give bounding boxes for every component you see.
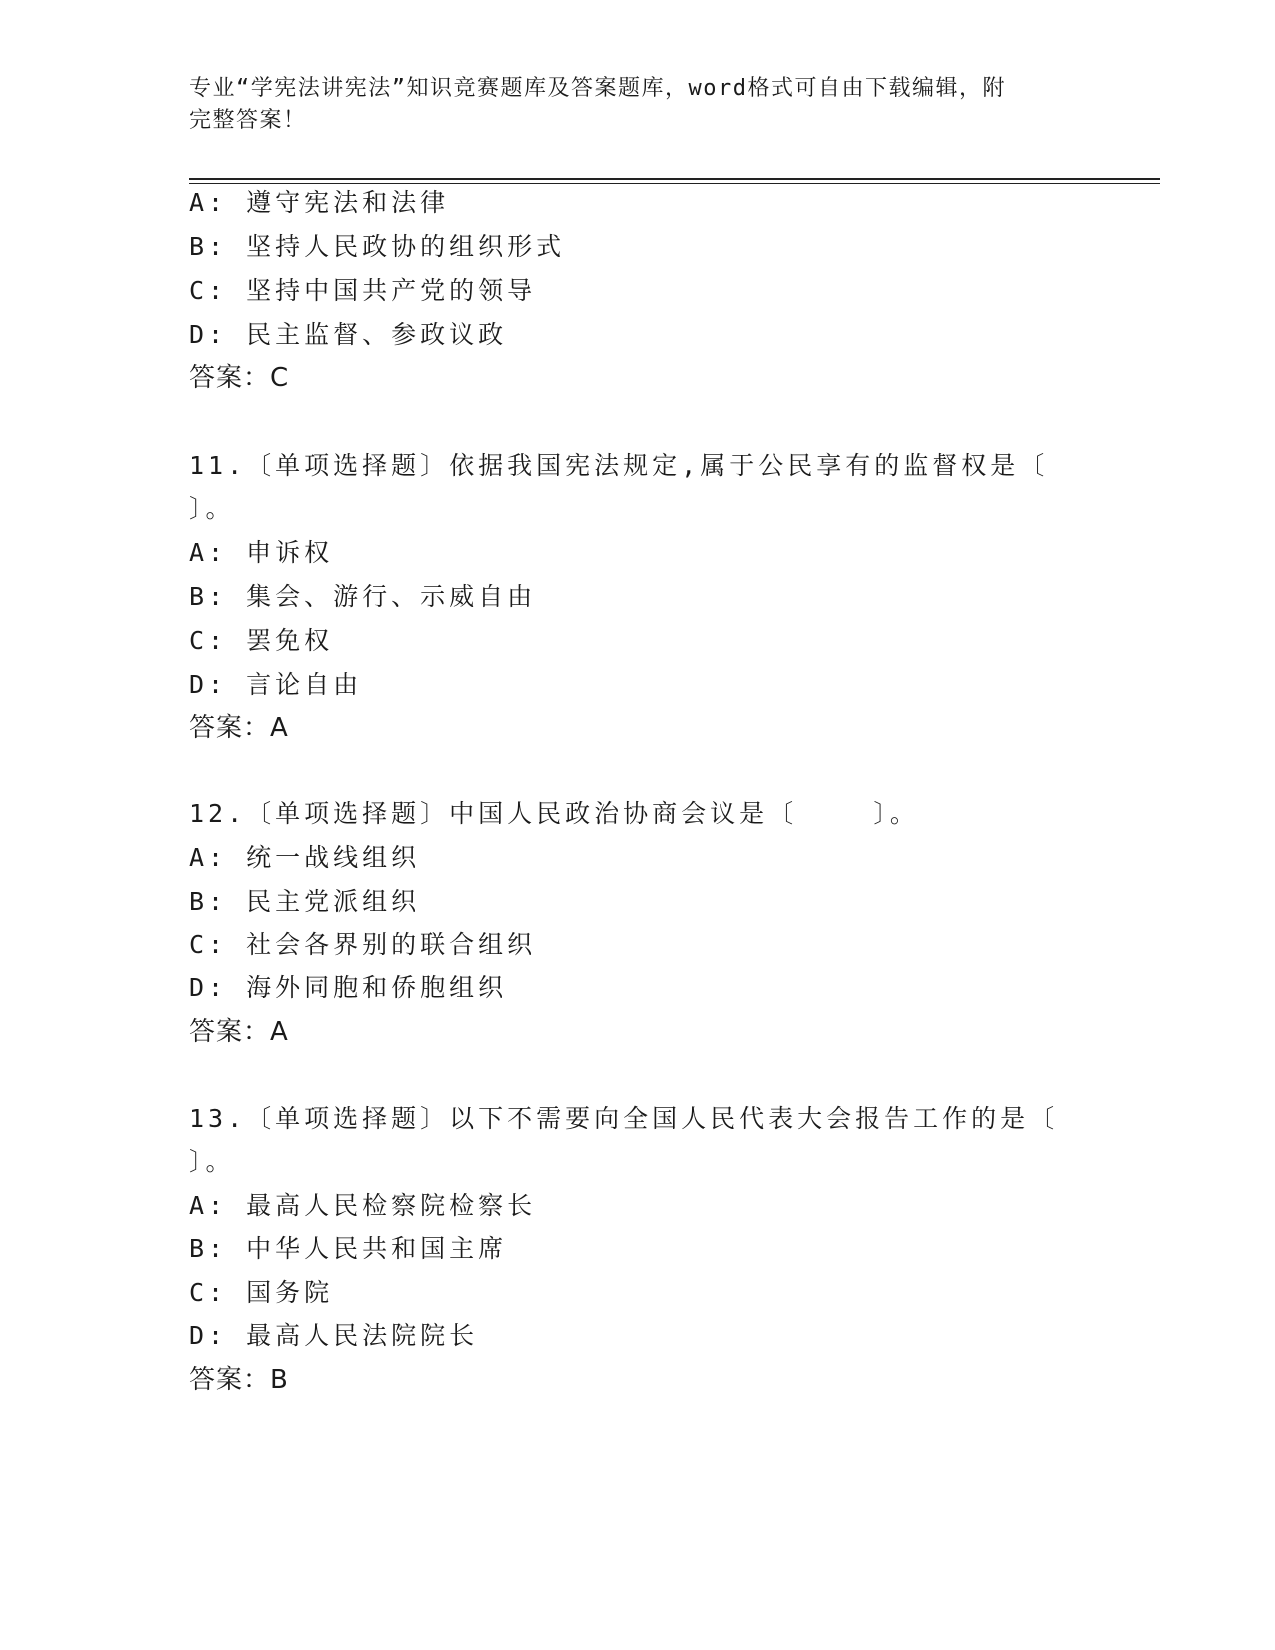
option-a: A: 遵守宪法和法律 xyxy=(189,188,450,217)
header-line-2: 完整答案！ xyxy=(189,108,307,133)
header-divider-thin xyxy=(189,183,1160,184)
option-a: A: 最高人民检察院检察长 xyxy=(189,1191,537,1220)
option-d: D: 最高人民法院院长 xyxy=(189,1321,479,1350)
option-b: B: 民主党派组织 xyxy=(189,887,421,916)
option-b: B: 集会、游行、示威自由 xyxy=(189,582,537,611)
option-c: C: 国务院 xyxy=(189,1278,334,1307)
option-d: D: 民主监督、参政议政 xyxy=(189,320,508,349)
option-b: B: 中华人民共和国主席 xyxy=(189,1234,508,1263)
header-divider-thick xyxy=(189,178,1160,180)
option-c: C: 坚持中国共产党的领导 xyxy=(189,276,537,305)
option-d: D: 海外同胞和侨胞组织 xyxy=(189,973,508,1002)
option-a: A: 申诉权 xyxy=(189,538,334,567)
answer-label: 答案：A xyxy=(189,713,289,743)
option-d: D: 言论自由 xyxy=(189,670,363,699)
question-13-text: 13.〔单项选择题〕以下不需要向全国人民代表大会报告工作的是〔 xyxy=(189,1104,1059,1133)
document-header xyxy=(189,73,1089,137)
option-c: C: 罢免权 xyxy=(189,626,334,655)
question-11-text-cont: 〕。 xyxy=(189,494,235,523)
question-11-text: 11.〔单项选择题〕依据我国宪法规定,属于公民享有的监督权是〔 xyxy=(189,451,1049,480)
question-13-text-cont: 〕。 xyxy=(189,1147,235,1176)
question-12-text: 12.〔单项选择题〕中国人民政治协商会议是〔 〕。 xyxy=(189,799,919,828)
answer-label: 答案：A xyxy=(189,1017,289,1047)
answer-label: 答案：B xyxy=(189,1365,289,1395)
answer-label: 答案：C xyxy=(189,363,290,393)
option-c: C: 社会各界别的联合组织 xyxy=(189,930,537,959)
option-a: A: 统一战线组织 xyxy=(189,843,421,872)
header-line-1: 专业“学宪法讲宪法”知识竞赛题库及答案题库，word格式可自由下载编辑，附 xyxy=(189,76,1006,101)
option-b: B: 坚持人民政协的组织形式 xyxy=(189,232,566,261)
